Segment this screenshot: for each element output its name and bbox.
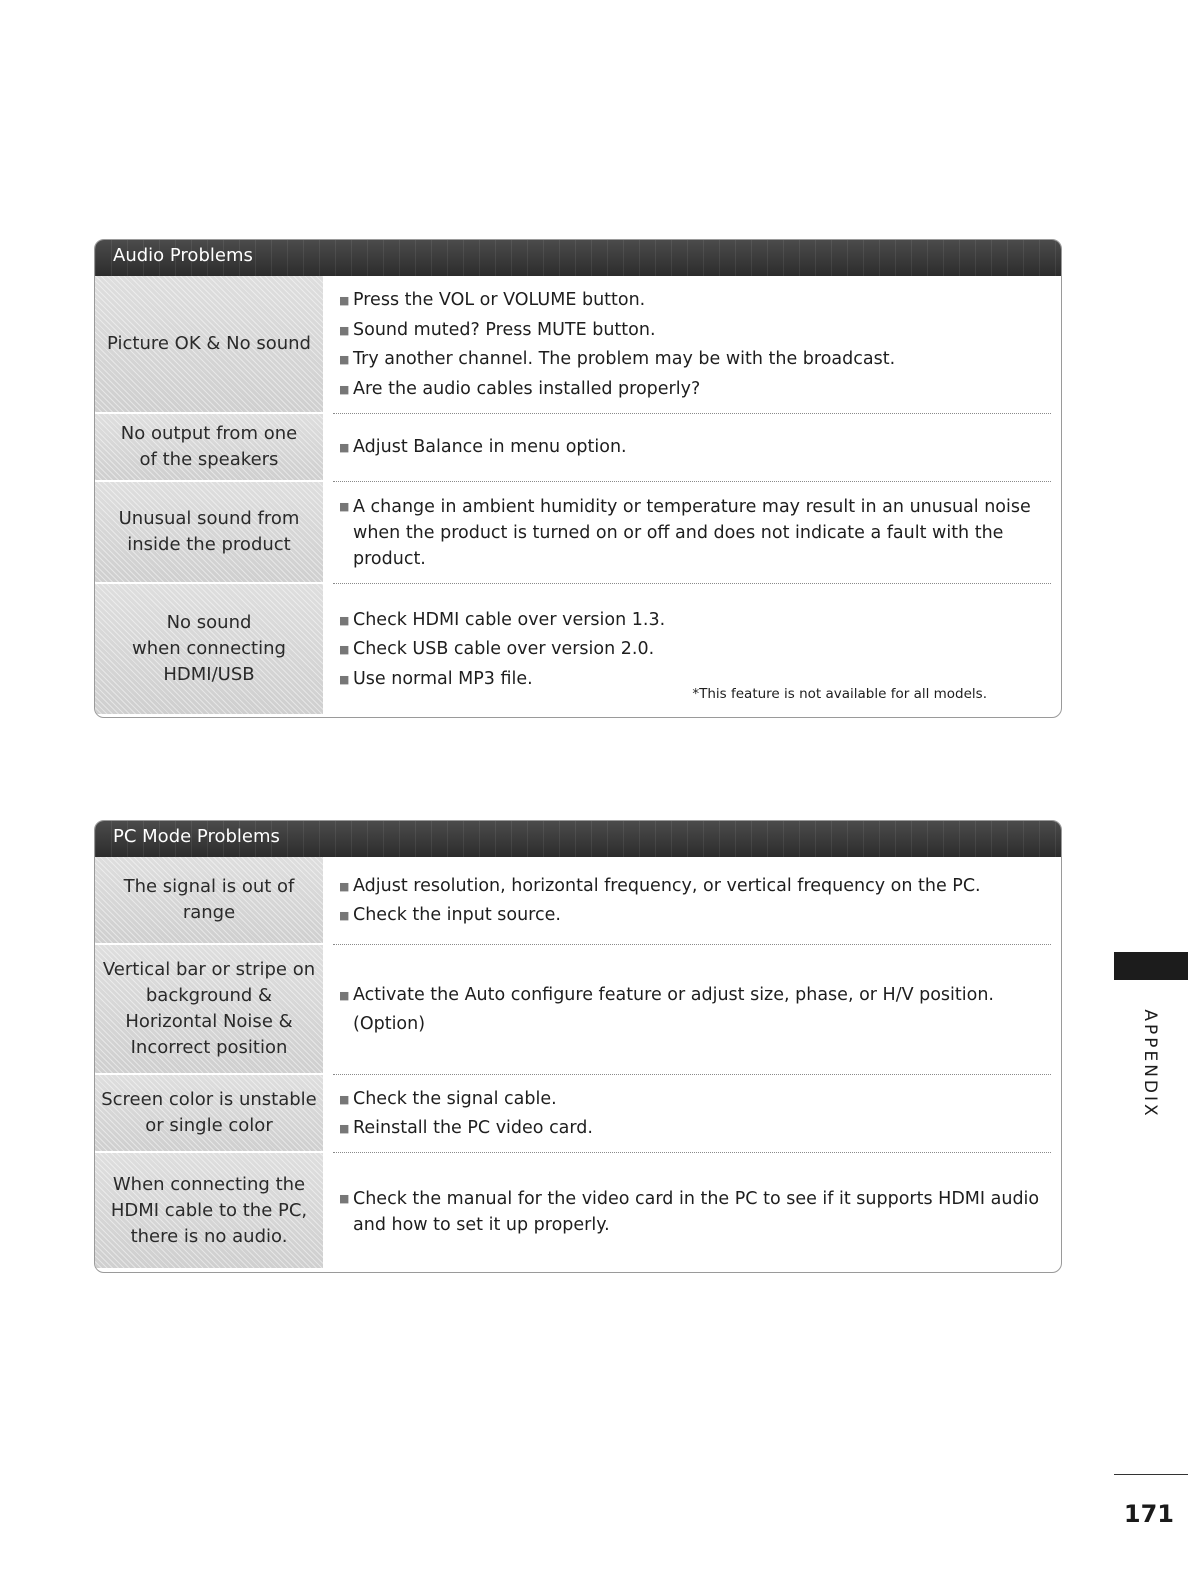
bullet-icon: ■ bbox=[339, 909, 350, 922]
solution-cell bbox=[323, 584, 1061, 716]
solution-cell bbox=[323, 414, 1061, 482]
table-row bbox=[95, 1153, 1061, 1270]
solution-item: ■ Adjust resolution, horizontal frequency, or vertical frequency on the PC. bbox=[339, 872, 1051, 902]
table-row bbox=[95, 414, 1061, 482]
table-row bbox=[95, 584, 1061, 716]
solution-item: ■ Check the manual for the video card in the PC to see if it supports HDMI audio and how to set it up properly. bbox=[339, 1186, 1051, 1238]
bullet-icon: ■ bbox=[339, 441, 350, 455]
appendix-side-label: APPENDIX bbox=[1140, 1009, 1160, 1119]
bullet-icon: ■ bbox=[339, 1191, 350, 1205]
solution-item: ■ A change in ambient humidity or temperature may result in an unusual noise when the product is turned on or off and does not indicate a fault with the product. bbox=[339, 494, 1051, 572]
solution-cell bbox=[323, 1153, 1061, 1270]
page-number: 171 bbox=[1123, 1500, 1174, 1528]
section-header bbox=[95, 821, 1061, 857]
problem-label: Vertical bar or stripe on background & Horizontal Noise & Incorrect position bbox=[95, 945, 323, 1075]
solution-item: ■ Try another channel. The problem may be with the broadcast. bbox=[339, 345, 1051, 375]
bullet-icon: ■ bbox=[339, 323, 350, 337]
problem-label: Unusual sound from inside the product bbox=[95, 482, 323, 584]
bullet-icon: ■ bbox=[339, 1122, 350, 1135]
appendix-tab-marker bbox=[1114, 952, 1188, 980]
solution-item: ■ Check the input source. bbox=[339, 901, 1051, 931]
pc-mode-problems-section bbox=[94, 820, 1062, 1273]
problem-label: The signal is out of range bbox=[95, 857, 323, 945]
solution-item: ■ Check the signal cable. bbox=[339, 1085, 1051, 1115]
solution-item: ■ Are the audio cables installed properly? bbox=[339, 375, 1051, 405]
bullet-icon: ■ bbox=[339, 643, 350, 657]
bullet-icon: ■ bbox=[339, 353, 350, 366]
audio-problems-section bbox=[94, 239, 1062, 718]
bullet-icon: ■ bbox=[339, 988, 350, 1002]
solution-cell bbox=[323, 945, 1061, 1075]
solution-item: ■ Adjust Balance in menu option. bbox=[339, 433, 1051, 463]
problem-label: Screen color is unstable or single color bbox=[95, 1075, 323, 1153]
table-row bbox=[95, 945, 1061, 1075]
table-row bbox=[95, 276, 1061, 414]
solution-cell bbox=[323, 276, 1061, 414]
table-row bbox=[95, 1075, 1061, 1153]
bullet-icon: ■ bbox=[339, 672, 350, 686]
solution-item: ■ Activate the Auto configure feature or adjust size, phase, or H/V position. (Option) bbox=[339, 981, 1051, 1040]
problem-label: No sound when connecting HDMI/USB bbox=[95, 584, 323, 716]
solution-item: ■ Check HDMI cable over version 1.3. bbox=[339, 606, 1051, 636]
section-title: Audio Problems bbox=[113, 245, 253, 266]
solution-item: ■ Check USB cable over version 2.0. bbox=[339, 635, 1051, 665]
solution-item: ■ Press the VOL or VOLUME button. bbox=[339, 286, 1051, 316]
solution-item: ■ Reinstall the PC video card. bbox=[339, 1114, 1051, 1144]
table-row bbox=[95, 482, 1061, 584]
page-number-rule bbox=[1114, 1474, 1188, 1475]
section-title: PC Mode Problems bbox=[113, 826, 280, 847]
bullet-icon: ■ bbox=[339, 500, 350, 513]
table-row bbox=[95, 857, 1061, 945]
solution-item: ■ Sound muted? Press MUTE button. bbox=[339, 316, 1051, 346]
problem-label: No output from one of the speakers bbox=[95, 414, 323, 482]
section-header bbox=[95, 240, 1061, 276]
footnote: *This feature is not available for all models. bbox=[692, 686, 987, 702]
solution-cell bbox=[323, 857, 1061, 945]
bullet-icon: ■ bbox=[339, 382, 350, 396]
bullet-icon: ■ bbox=[339, 613, 350, 627]
bullet-icon: ■ bbox=[339, 1092, 350, 1106]
solution-cell bbox=[323, 482, 1061, 584]
bullet-icon: ■ bbox=[339, 294, 350, 307]
problem-label: Picture OK & No sound bbox=[95, 276, 323, 414]
solution-cell bbox=[323, 1075, 1061, 1153]
problem-label: When connecting the HDMI cable to the PC, there is no audio. bbox=[95, 1153, 323, 1270]
bullet-icon: ■ bbox=[339, 879, 350, 893]
solution-item: ■ Use normal MP3 file. bbox=[339, 665, 1051, 695]
